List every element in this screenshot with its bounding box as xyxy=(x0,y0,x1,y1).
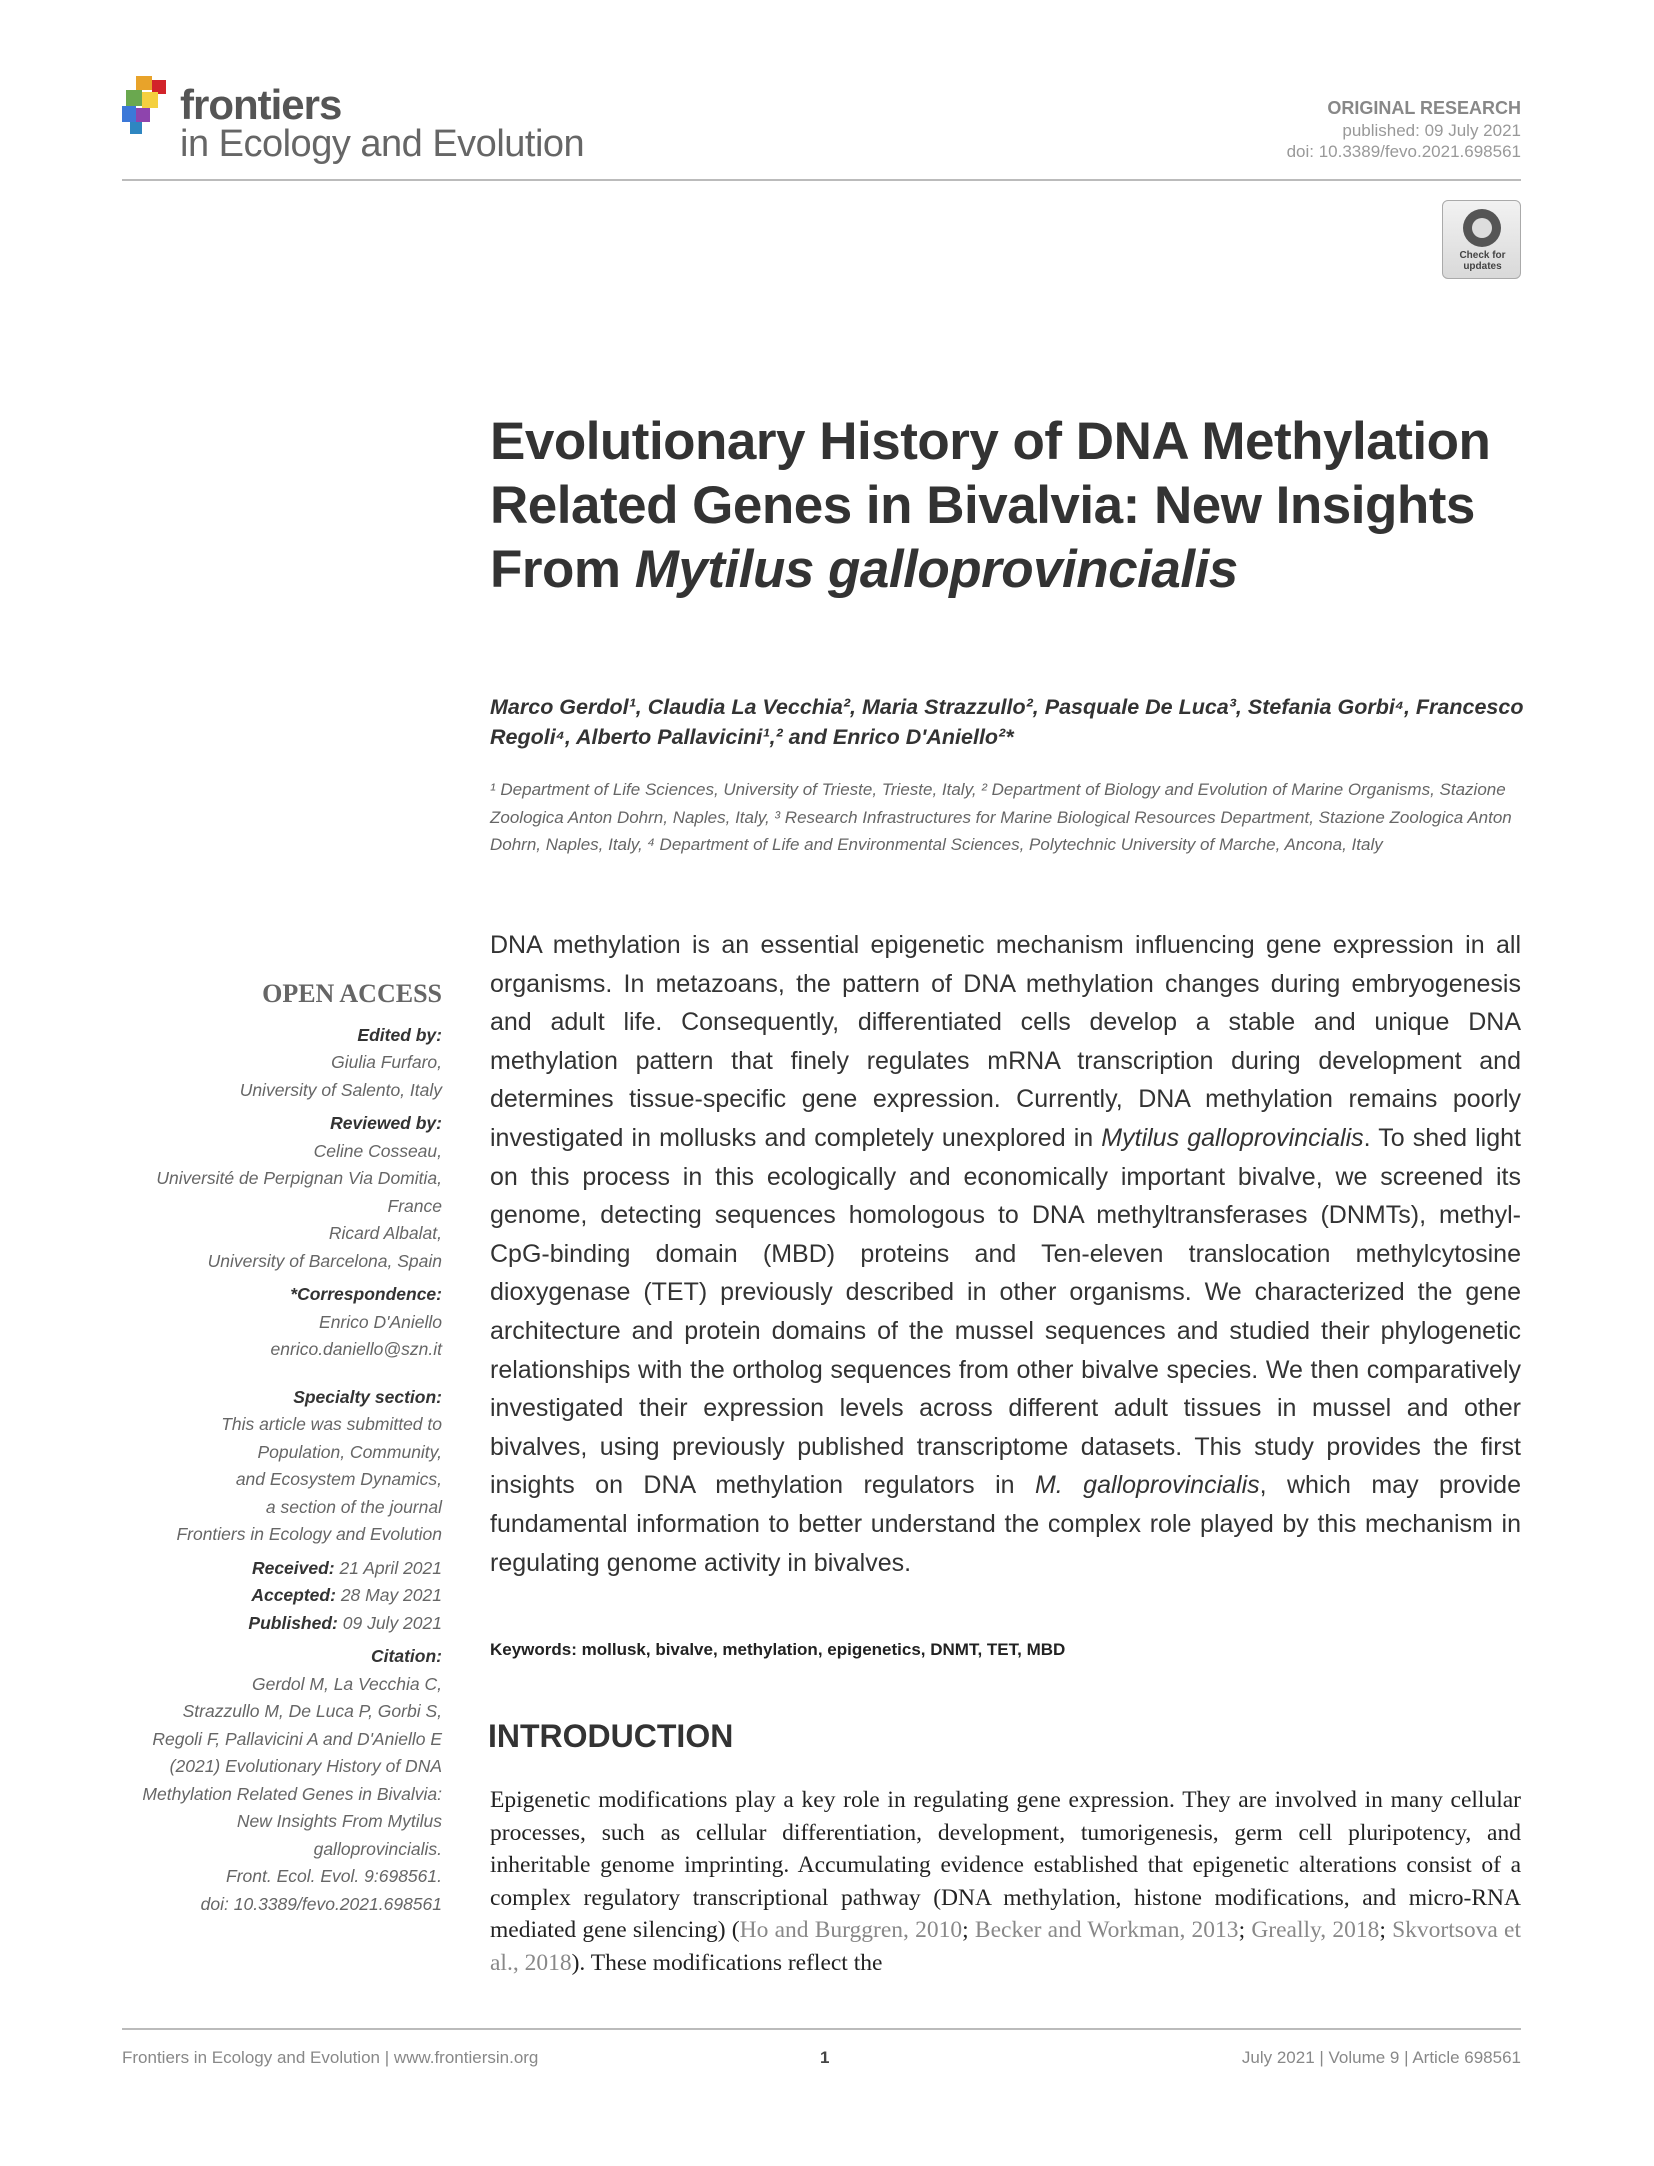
published-label: Published: xyxy=(248,1612,338,1633)
reviewer-line: University of Barcelona, Spain xyxy=(207,1250,442,1271)
reviewer-line: Ricard Albalat, xyxy=(328,1223,442,1243)
reviewer-line: France xyxy=(387,1195,442,1216)
abstract-species-2: M. galloprovincialis xyxy=(1034,1471,1260,1500)
open-access-label: OPEN ACCESS xyxy=(262,979,442,1008)
header-divider xyxy=(122,179,1521,181)
reviewer-line: Celine Cosseau, xyxy=(313,1140,442,1161)
introduction-paragraph xyxy=(490,1784,1521,1979)
footer-issue-info: July 2021 | Volume 9 | Article 698561 xyxy=(1241,2048,1521,2067)
citation-line: Regoli F, Pallavicini A and D'Aniello E xyxy=(152,1728,442,1749)
title-species: Mytilus galloprovincialis xyxy=(634,540,1238,599)
citation-link[interactable]: Skvortsova et al., 2018 xyxy=(490,1917,1522,1976)
article-type: ORIGINAL RESEARCH xyxy=(1327,98,1521,118)
citation-line: New Insights From Mytilus xyxy=(236,1811,442,1831)
check-for-updates-button[interactable] xyxy=(1442,200,1521,279)
received-value: 21 April 2021 xyxy=(339,1557,442,1578)
citation-separator: ; xyxy=(962,1917,975,1943)
accepted-label: Accepted: xyxy=(251,1585,336,1605)
received-date xyxy=(120,1555,442,1583)
article-doi[interactable]: doi: 10.3389/fevo.2021.698561 xyxy=(1286,142,1521,161)
citation-separator: ; xyxy=(1379,1917,1393,1943)
accepted-value: 28 May 2021 xyxy=(340,1585,442,1605)
intro-text-1: Epigenetic modifications play a key role in regulating gene expression. They are involved in many cellular processes, such as cellular differentiation, development, tumorigenesis, germ cell pluripotency, and inheritable genome imprinting. Accumulating evidence established that epigenetic alterations consist of a complex regulatory transcriptional pathway (DNA methylation, histone modifications, and micro-RNA mediated gene silencing) ( xyxy=(490,1787,1521,1943)
citation-separator: ; xyxy=(1238,1917,1252,1943)
journal-logo[interactable] xyxy=(122,66,622,176)
specialty-heading: Specialty section: xyxy=(293,1386,442,1407)
specialty-line: a section of the journal xyxy=(265,1496,442,1517)
citation-line: galloprovincialis. xyxy=(313,1838,442,1859)
citation-line: Gerdol M, La Vecchia C, xyxy=(252,1673,442,1694)
citation-line: Front. Ecol. Evol. 9:698561. xyxy=(226,1866,442,1886)
editor-line: University of Salento, Italy xyxy=(239,1079,442,1100)
citation-line: Methylation Related Genes in Bivalvia: xyxy=(142,1783,442,1804)
abstract-part1: DNA methylation is an essential epigenetic mechanism influencing gene expression in all organisms. In metazoans, the pattern of DNA methylation changes during embryogenesis and adult life. Consequently, differentiated cells develop a stable and unique DNA methylation pattern that finely regulates mRNA transcription during development and determines tissue-specific gene expression. Currently, DNA methylation remains poorly investigated in mollusks and completely unexplored in xyxy=(490,931,1521,1152)
footer-journal-link[interactable]: Frontiers in Ecology and Evolution | www.frontiersin.org xyxy=(122,2048,539,2067)
abstract-part3: , which may provide fundamental information to better understand the complex role played by this mechanism in regulating genome activity in bivalves. xyxy=(490,1471,1521,1577)
citation-line: Strazzullo M, De Luca P, Gorbi S, xyxy=(182,1701,442,1721)
correspondent-name: Enrico D'Aniello xyxy=(319,1311,442,1332)
citation-link[interactable]: Becker and Workman, 2013 xyxy=(974,1917,1239,1943)
specialty-line: and Ecosystem Dynamics, xyxy=(235,1469,442,1489)
article-sidebar xyxy=(120,980,442,1918)
article-title xyxy=(490,410,1530,602)
section-heading-introduction: INTRODUCTION xyxy=(488,1718,734,1754)
keywords: Keywords: mollusk, bivalve, methylation, epigenetics, DNMT, TET, MBD xyxy=(490,1640,1066,1659)
citation-heading: Citation: xyxy=(371,1646,442,1666)
affiliations: ¹ Department of Life Sciences, University of Trieste, Trieste, Italy, ² Department of Biology and Evolution of Marine Organisms, Stazione Zoologica Anton Dohrn, Naples, Italy, ³ Research Infrastructures for Marine Biological Resources Department, Stazione Zoologica Anton Dohrn, Naples, Italy, ⁴ Department of Life and Environmental Sciences, Polytechnic University of Marche, Ancona, Italy xyxy=(490,780,1512,854)
published-date: published: 09 July 2021 xyxy=(1342,121,1521,140)
citation-line: (2021) Evolutionary History of DNA xyxy=(169,1756,442,1776)
title-text: Evolutionary History of DNA Methylation Related Genes in Bivalvia: New Insights From xyxy=(490,412,1491,599)
frontiers-logo-icon xyxy=(122,76,174,134)
footer-divider xyxy=(122,2028,1521,2030)
specialty-line: Population, Community, xyxy=(257,1441,442,1462)
accepted-date xyxy=(120,1582,442,1610)
reviewed-by-heading: Reviewed by: xyxy=(330,1113,442,1133)
correspondence-heading: *Correspondence: xyxy=(290,1284,442,1304)
check-updates-icon xyxy=(1463,209,1501,247)
citation-doi-link[interactable]: doi: 10.3389/fevo.2021.698561 xyxy=(200,1893,442,1914)
logo-brand-text: frontiers xyxy=(180,81,342,128)
author-list: Marco Gerdol¹, Claudia La Vecchia², Maria Strazzullo², Pasquale De Luca³, Stefania Gorbi⁴, Francesco Regoli⁴, Alberto Pallavicini¹,² and Enrico D'Aniello²* xyxy=(490,695,1524,749)
citation-link[interactable]: Ho and Burggren, 2010 xyxy=(739,1917,963,1943)
specialty-line: This article was submitted to xyxy=(221,1414,442,1434)
correspondent-email-link[interactable]: enrico.daniello@szn.it xyxy=(270,1339,442,1359)
page-number: 1 xyxy=(820,2048,830,2067)
reviewer-line: Université de Perpignan Via Domitia, xyxy=(156,1168,442,1188)
intro-text-2: ). These modifications reflect the xyxy=(571,1949,883,1976)
specialty-line: Frontiers in Ecology and Evolution xyxy=(176,1524,442,1544)
abstract xyxy=(490,926,1521,1582)
editor-line: Giulia Furfaro, xyxy=(331,1052,442,1072)
check-updates-label: Check for updates xyxy=(1459,250,1506,272)
abstract-species-1: Mytilus galloprovincialis xyxy=(1101,1123,1364,1152)
edited-by-heading: Edited by: xyxy=(357,1024,442,1045)
published-value: 09 July 2021 xyxy=(342,1612,442,1633)
citation-link[interactable]: Greally, 2018 xyxy=(1251,1917,1380,1943)
abstract-part2: . To shed light on this process in this ecologically and economically important bivalve, we screened its genome, detecting sequences homologous to DNA methyltransferases (DNMTs), methyl-CpG-binding domain (MBD) proteins and Ten-eleven translocation methylcytosine dioxygenase (TET) previously described in other organisms. We characterized the gene architecture and protein domains of the mussel sequences and studied their phylogenetic relationships with the ortholog sequences from other bivalve species. We then comparatively investigated their expression levels across different adult tissues in mussel and other bivalves, using previously published transcriptome datasets. This study provides the first insights on DNA methylation regulators in xyxy=(490,1123,1521,1500)
published-date-sidebar xyxy=(120,1610,442,1638)
received-label: Received: xyxy=(251,1557,335,1578)
logo-journal-text: in Ecology and Evolution xyxy=(180,123,585,165)
